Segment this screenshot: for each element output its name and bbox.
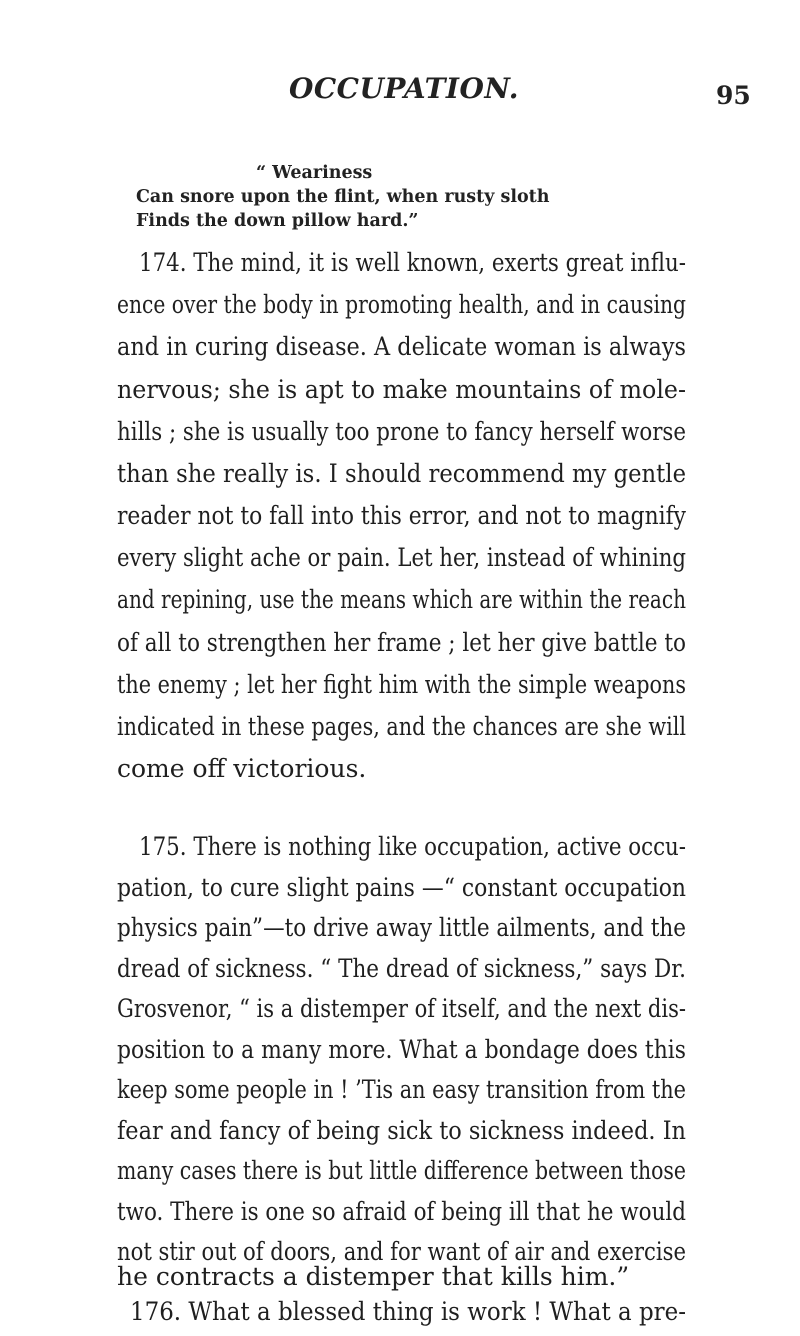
text-line: come off victorious. [117,754,367,783]
text-line: indicated in these pages, and the chances are she will [117,712,686,741]
epigraph-line: Can snore upon the flint, when rusty sloth [136,187,550,207]
text-line: and repining, use the means which are within the reach [117,585,686,614]
text-line: of all to strengthen her frame ; let her give battle to [117,628,686,657]
text-line: nervous; she is apt to make mountains of mole- [117,375,686,404]
text-line: he contracts a distemper that kills him.” [117,1262,630,1291]
text-line: 175. There is nothing like occupation, active occu- [139,832,686,861]
text-line: physics pain”—to drive away little ailments, and the [117,913,686,942]
text-line: than she really is. I should recommend my gentle [117,459,686,488]
page-number: 95 [716,81,751,110]
text-line: position to a many more. What a bondage does this [117,1035,686,1064]
epigraph-line: “ Weariness [256,163,373,183]
text-line: dread of sickness. “ The dread of sickness,” says Dr. [117,954,686,983]
text-line: ence over the body in promoting health, and in causing [117,290,686,319]
text-line: not stir out of doors, and for want of air and exercise [117,1237,686,1266]
text-line: reader not to fall into this error, and not to magnify [117,501,686,530]
text-line: and in curing disease. A delicate woman is always [117,332,686,361]
text-line: fear and fancy of being sick to sickness indeed. In [117,1116,686,1145]
text-line: every slight ache or pain. Let her, instead of whining [117,543,686,572]
running-title: OCCUPATION. [289,72,519,105]
text-line: pation, to cure slight pains —“ constant occupation [117,873,686,902]
text-line: 174. The mind, it is well known, exerts great influ- [139,248,686,277]
text-line: 176. What a blessed thing is work ! What a pre- [130,1297,686,1326]
text-line: Grosvenor, “ is a distemper of itself, and the next dis- [117,994,686,1023]
epigraph-line: Finds the down pillow hard.” [136,211,419,231]
text-line: the enemy ; let her fight him with the simple weapons [117,670,686,699]
text-line: two. There is one so afraid of being ill that he would [117,1197,686,1226]
text-line: many cases there is but little difference between those [117,1156,686,1185]
text-line: keep some people in ! ’Tis an easy transition from the [117,1075,686,1104]
text-line: hills ; she is usually too prone to fancy herself worse [117,417,686,446]
